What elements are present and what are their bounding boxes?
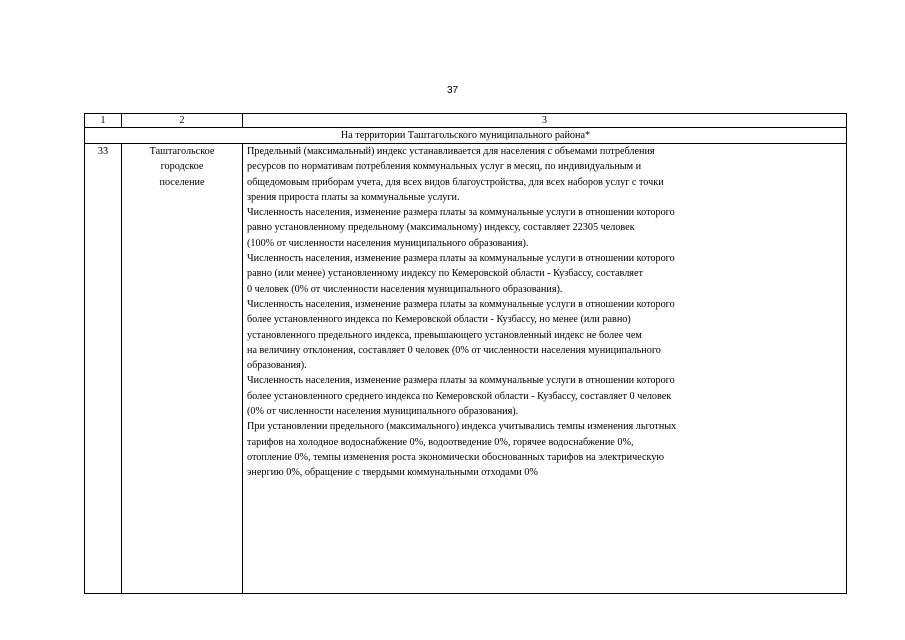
municipality-line: поселение [159, 176, 205, 188]
table-header-row [85, 114, 847, 128]
paragraph-index-info [247, 144, 843, 205]
text-line: Численность населения, изменение размера платы за коммунальные услуги в отношении которого [247, 375, 675, 387]
text-line: на величину отклонения, составляет 0 человек (0% от численности населения муниципального [247, 344, 661, 356]
region-title: На территории Таштагольского муниципального района* [85, 128, 847, 144]
text-line: зрения прироста платы за коммунальные услуги. [247, 191, 460, 203]
text-line: общедомовым приборам учета, для всех видов благоустройства, для всех наборов услуг с точки [247, 176, 664, 188]
description-cell [243, 144, 847, 594]
column-header-1: 1 [85, 114, 122, 128]
text-line: 0 человек (0% от численности населения муниципального образования). [247, 283, 563, 295]
text-line: установленного предельного индекса, превышающего установленный индекс не более чем [247, 329, 642, 341]
region-row [85, 128, 847, 144]
text-line: более установленного среднего индекса по Кемеровской области - Кузбассу, составляет 0 человек [247, 390, 672, 402]
municipality-line: Таштагольское [149, 146, 215, 157]
text-line: Численность населения, изменение размера платы за коммунальные услуги в отношении которого [247, 253, 675, 265]
paragraph-population-above-average [247, 373, 843, 419]
paragraph-population-equal-max [247, 205, 843, 251]
paragraph-population-deviation [247, 297, 843, 373]
text-line: (0% от численности населения муниципального образования). [247, 406, 519, 418]
text-line: Предельный (максимальный) индекс устанавливается для населения с объемами потребления [247, 146, 655, 157]
table-row [85, 144, 847, 594]
tariff-index-table [84, 113, 847, 594]
municipality-line: городское [160, 161, 204, 173]
municipality-name [122, 144, 243, 594]
text-line: (100% от численности населения муниципального образования). [247, 237, 529, 249]
page-number: 37 [446, 85, 459, 96]
text-line: тарифов на холодное водоснабжение 0%, водоотведение 0%, горячее водоснабжение 0%, [247, 436, 634, 448]
text-line: более установленного индекса по Кемеровской области - Кузбассу, но менее (или равно) [247, 314, 631, 326]
column-header-2: 2 [122, 114, 243, 128]
text-line: Численность населения, изменение размера платы за коммунальные услуги в отношении которого [247, 298, 675, 310]
paragraph-population-equal-regional [247, 251, 843, 297]
text-line: равно (или менее) установленному индексу по Кемеровской области - Кузбассу, составляет [247, 268, 643, 280]
text-line: Численность населения, изменение размера платы за коммунальные услуги в отношении которого [247, 207, 675, 219]
column-header-3: 3 [243, 114, 847, 128]
row-number: 33 [85, 144, 122, 594]
text-line: энергию 0%, обращение с твердыми коммунальными отходами 0% [247, 467, 538, 479]
text-line: При установлении предельного (максимального) индекса учитывались темпы изменения льготных [247, 421, 677, 433]
text-line: равно установленному предельному (максимальному) индексу, составляет 22305 человек [247, 222, 635, 234]
text-line: ресурсов по нормативам потребления коммунальных услуг в месяц, по индивидуальным и [247, 161, 642, 173]
text-line: образования). [247, 360, 307, 372]
paragraph-tariff-rates [247, 419, 843, 480]
text-line: отопление 0%, темпы изменения роста экономически обоснованных тарифов на электрическую [247, 451, 665, 463]
